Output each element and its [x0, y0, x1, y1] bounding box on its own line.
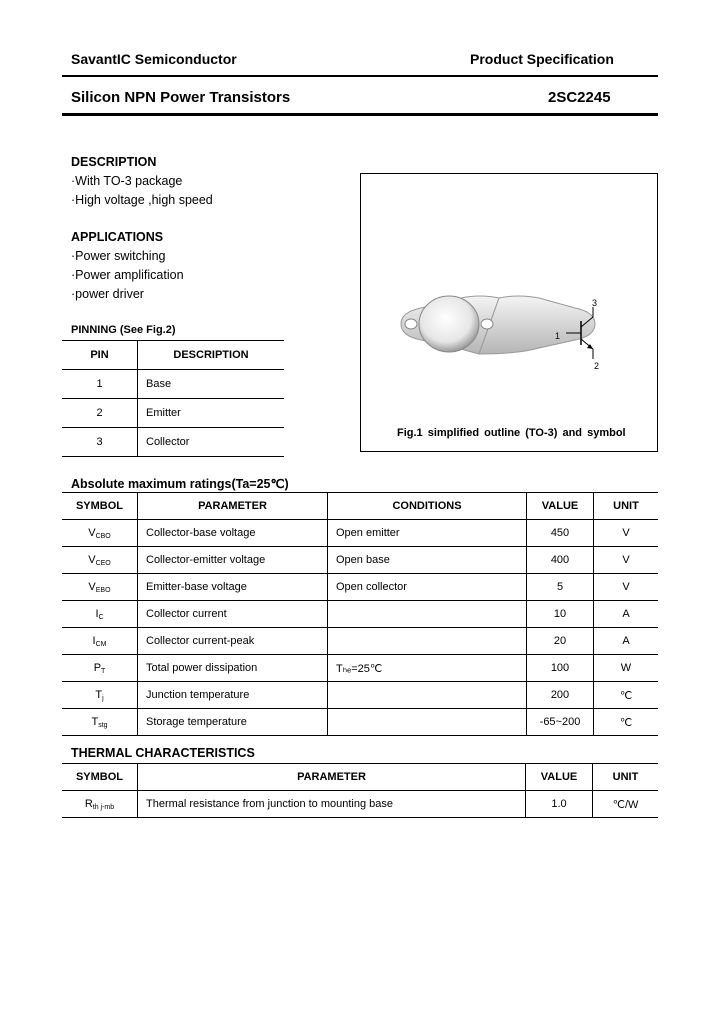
table-header-row — [62, 341, 284, 370]
table-row — [62, 655, 658, 682]
cell-conditions — [328, 682, 527, 709]
cell-symbol — [62, 547, 138, 574]
cell-value: 200 — [527, 682, 594, 709]
cell-conditions: Open base — [328, 547, 527, 574]
cell-value: -65~200 — [527, 709, 594, 736]
symbol-subscript: stg — [98, 721, 108, 729]
cell-parameter: Total power dissipation — [138, 655, 328, 682]
cell-symbol — [62, 601, 138, 628]
col-header: SYMBOL — [75, 500, 124, 512]
transistor-symbol — [556, 299, 616, 379]
col-header: PARAMETER — [138, 764, 526, 791]
col-header: VALUE — [526, 764, 593, 791]
cell-unit: W — [594, 655, 659, 682]
symbol-main: V — [88, 553, 96, 566]
cell-unit: A — [594, 628, 659, 655]
symbol-subscript: CBO — [95, 532, 111, 540]
symbol-main: R — [84, 797, 93, 810]
cell-value: 20 — [527, 628, 594, 655]
symbol-main: T — [91, 715, 99, 728]
table-row — [62, 709, 658, 736]
table-row — [62, 370, 284, 399]
symbol-main: V — [88, 526, 96, 539]
symbol-subscript: CM — [95, 640, 107, 648]
cell-value: 5 — [527, 574, 594, 601]
ratings-title: Absolute maximum ratings(Ta=25℃) — [71, 477, 289, 491]
cell-conditions: Open emitter — [328, 520, 527, 547]
table-row — [62, 628, 658, 655]
applications-item: ·Power amplification — [71, 268, 184, 282]
description-title: DESCRIPTION — [71, 155, 157, 169]
symbol-main: V — [88, 580, 96, 593]
header-rule-top — [62, 75, 658, 77]
company-name: SavantIC Semiconductor — [71, 51, 237, 67]
col-header: PIN — [90, 349, 109, 361]
col-header: CONDITIONS — [328, 493, 527, 520]
col-header: PARAMETER — [138, 493, 328, 520]
cell-unit: ℃ — [594, 709, 659, 736]
figure-box — [360, 173, 658, 452]
ratings-table — [62, 492, 658, 736]
cell-parameter: Storage temperature — [138, 709, 328, 736]
cell-symbol — [62, 682, 138, 709]
table-row — [62, 682, 658, 709]
cell-value: 1.0 — [526, 791, 593, 818]
pin-label: 2 — [594, 361, 600, 371]
applications-title: APPLICATIONS — [71, 230, 164, 244]
col-header: UNIT — [594, 493, 659, 520]
symbol-subscript: CEO — [95, 559, 111, 567]
header-rule-bottom — [62, 113, 658, 116]
figure-caption: Fig.1 simplified outline (TO-3) and symbol — [397, 427, 626, 439]
col-header: UNIT — [593, 764, 659, 791]
cell-description: Emitter — [138, 399, 285, 428]
cell-value: 400 — [527, 547, 594, 574]
col-header: SYMBOL — [75, 771, 124, 783]
symbol-main: I — [92, 634, 96, 647]
table-row — [62, 601, 658, 628]
cell-parameter: Collector-base voltage — [138, 520, 328, 547]
symbol-main: I — [95, 607, 99, 620]
cell-unit: V — [594, 520, 659, 547]
cell-symbol — [62, 709, 138, 736]
cell-pin: 1 — [62, 370, 138, 399]
symbol-subscript: C — [98, 613, 104, 621]
cell-parameter: Collector current-peak — [138, 628, 328, 655]
cell-conditions: Tₕₑ=25℃ — [328, 655, 527, 682]
table-header-row — [62, 764, 658, 791]
pinning-title: PINNING (See Fig.2) — [71, 324, 176, 336]
cell-value: 450 — [527, 520, 594, 547]
symbol-subscript: T — [101, 667, 106, 675]
cell-unit: A — [594, 601, 659, 628]
applications-item: ·Power switching — [71, 249, 166, 263]
cell-parameter: Emitter-base voltage — [138, 574, 328, 601]
pin-label: 1 — [555, 331, 561, 341]
cell-value: 10 — [527, 601, 594, 628]
cell-symbol — [62, 655, 138, 682]
cell-symbol — [62, 520, 138, 547]
product-line: Silicon NPN Power Transistors — [71, 89, 291, 106]
symbol-subscript: j — [102, 694, 104, 702]
symbol-subscript: EBO — [95, 586, 111, 594]
applications-item: ·power driver — [71, 287, 144, 301]
cell-description: Collector — [138, 428, 285, 457]
cell-description: Base — [138, 370, 285, 399]
col-header: DESCRIPTION — [138, 341, 285, 370]
cell-conditions: Open collector — [328, 574, 527, 601]
cell-unit: V — [594, 547, 659, 574]
cell-parameter: Collector-emitter voltage — [138, 547, 328, 574]
table-row — [62, 520, 658, 547]
table-row — [62, 574, 658, 601]
pin-label: 3 — [592, 298, 598, 308]
table-header-row — [62, 493, 658, 520]
cell-conditions — [328, 709, 527, 736]
cell-parameter: Junction temperature — [138, 682, 328, 709]
description-item: ·High voltage ,high speed — [71, 193, 213, 207]
symbol-main: T — [95, 688, 103, 701]
cell-value: 100 — [527, 655, 594, 682]
cell-parameter: Collector current — [138, 601, 328, 628]
thermal-title: THERMAL CHARACTERISTICS — [71, 746, 255, 760]
cell-conditions — [328, 628, 527, 655]
cell-unit: ℃ — [594, 682, 659, 709]
table-row — [62, 791, 658, 818]
pinning-table — [62, 340, 284, 457]
table-row — [62, 428, 284, 457]
table-row — [62, 547, 658, 574]
cell-pin: 3 — [62, 428, 138, 457]
symbol-subscript: th j-mb — [92, 803, 115, 811]
cell-unit: V — [594, 574, 659, 601]
cell-symbol — [62, 791, 138, 818]
part-number: 2SC2245 — [548, 89, 611, 106]
cell-symbol — [62, 574, 138, 601]
thermal-table — [62, 763, 658, 818]
doc-type: Product Specification — [470, 51, 614, 67]
cell-symbol — [62, 628, 138, 655]
cell-pin: 2 — [62, 399, 138, 428]
description-item: ·With TO-3 package — [71, 174, 183, 188]
symbol-main: P — [93, 661, 102, 674]
cell-conditions — [328, 601, 527, 628]
cell-unit: ℃/W — [593, 791, 659, 818]
col-header: VALUE — [527, 493, 594, 520]
table-row — [62, 399, 284, 428]
cell-parameter: Thermal resistance from junction to mounting base — [138, 791, 526, 818]
